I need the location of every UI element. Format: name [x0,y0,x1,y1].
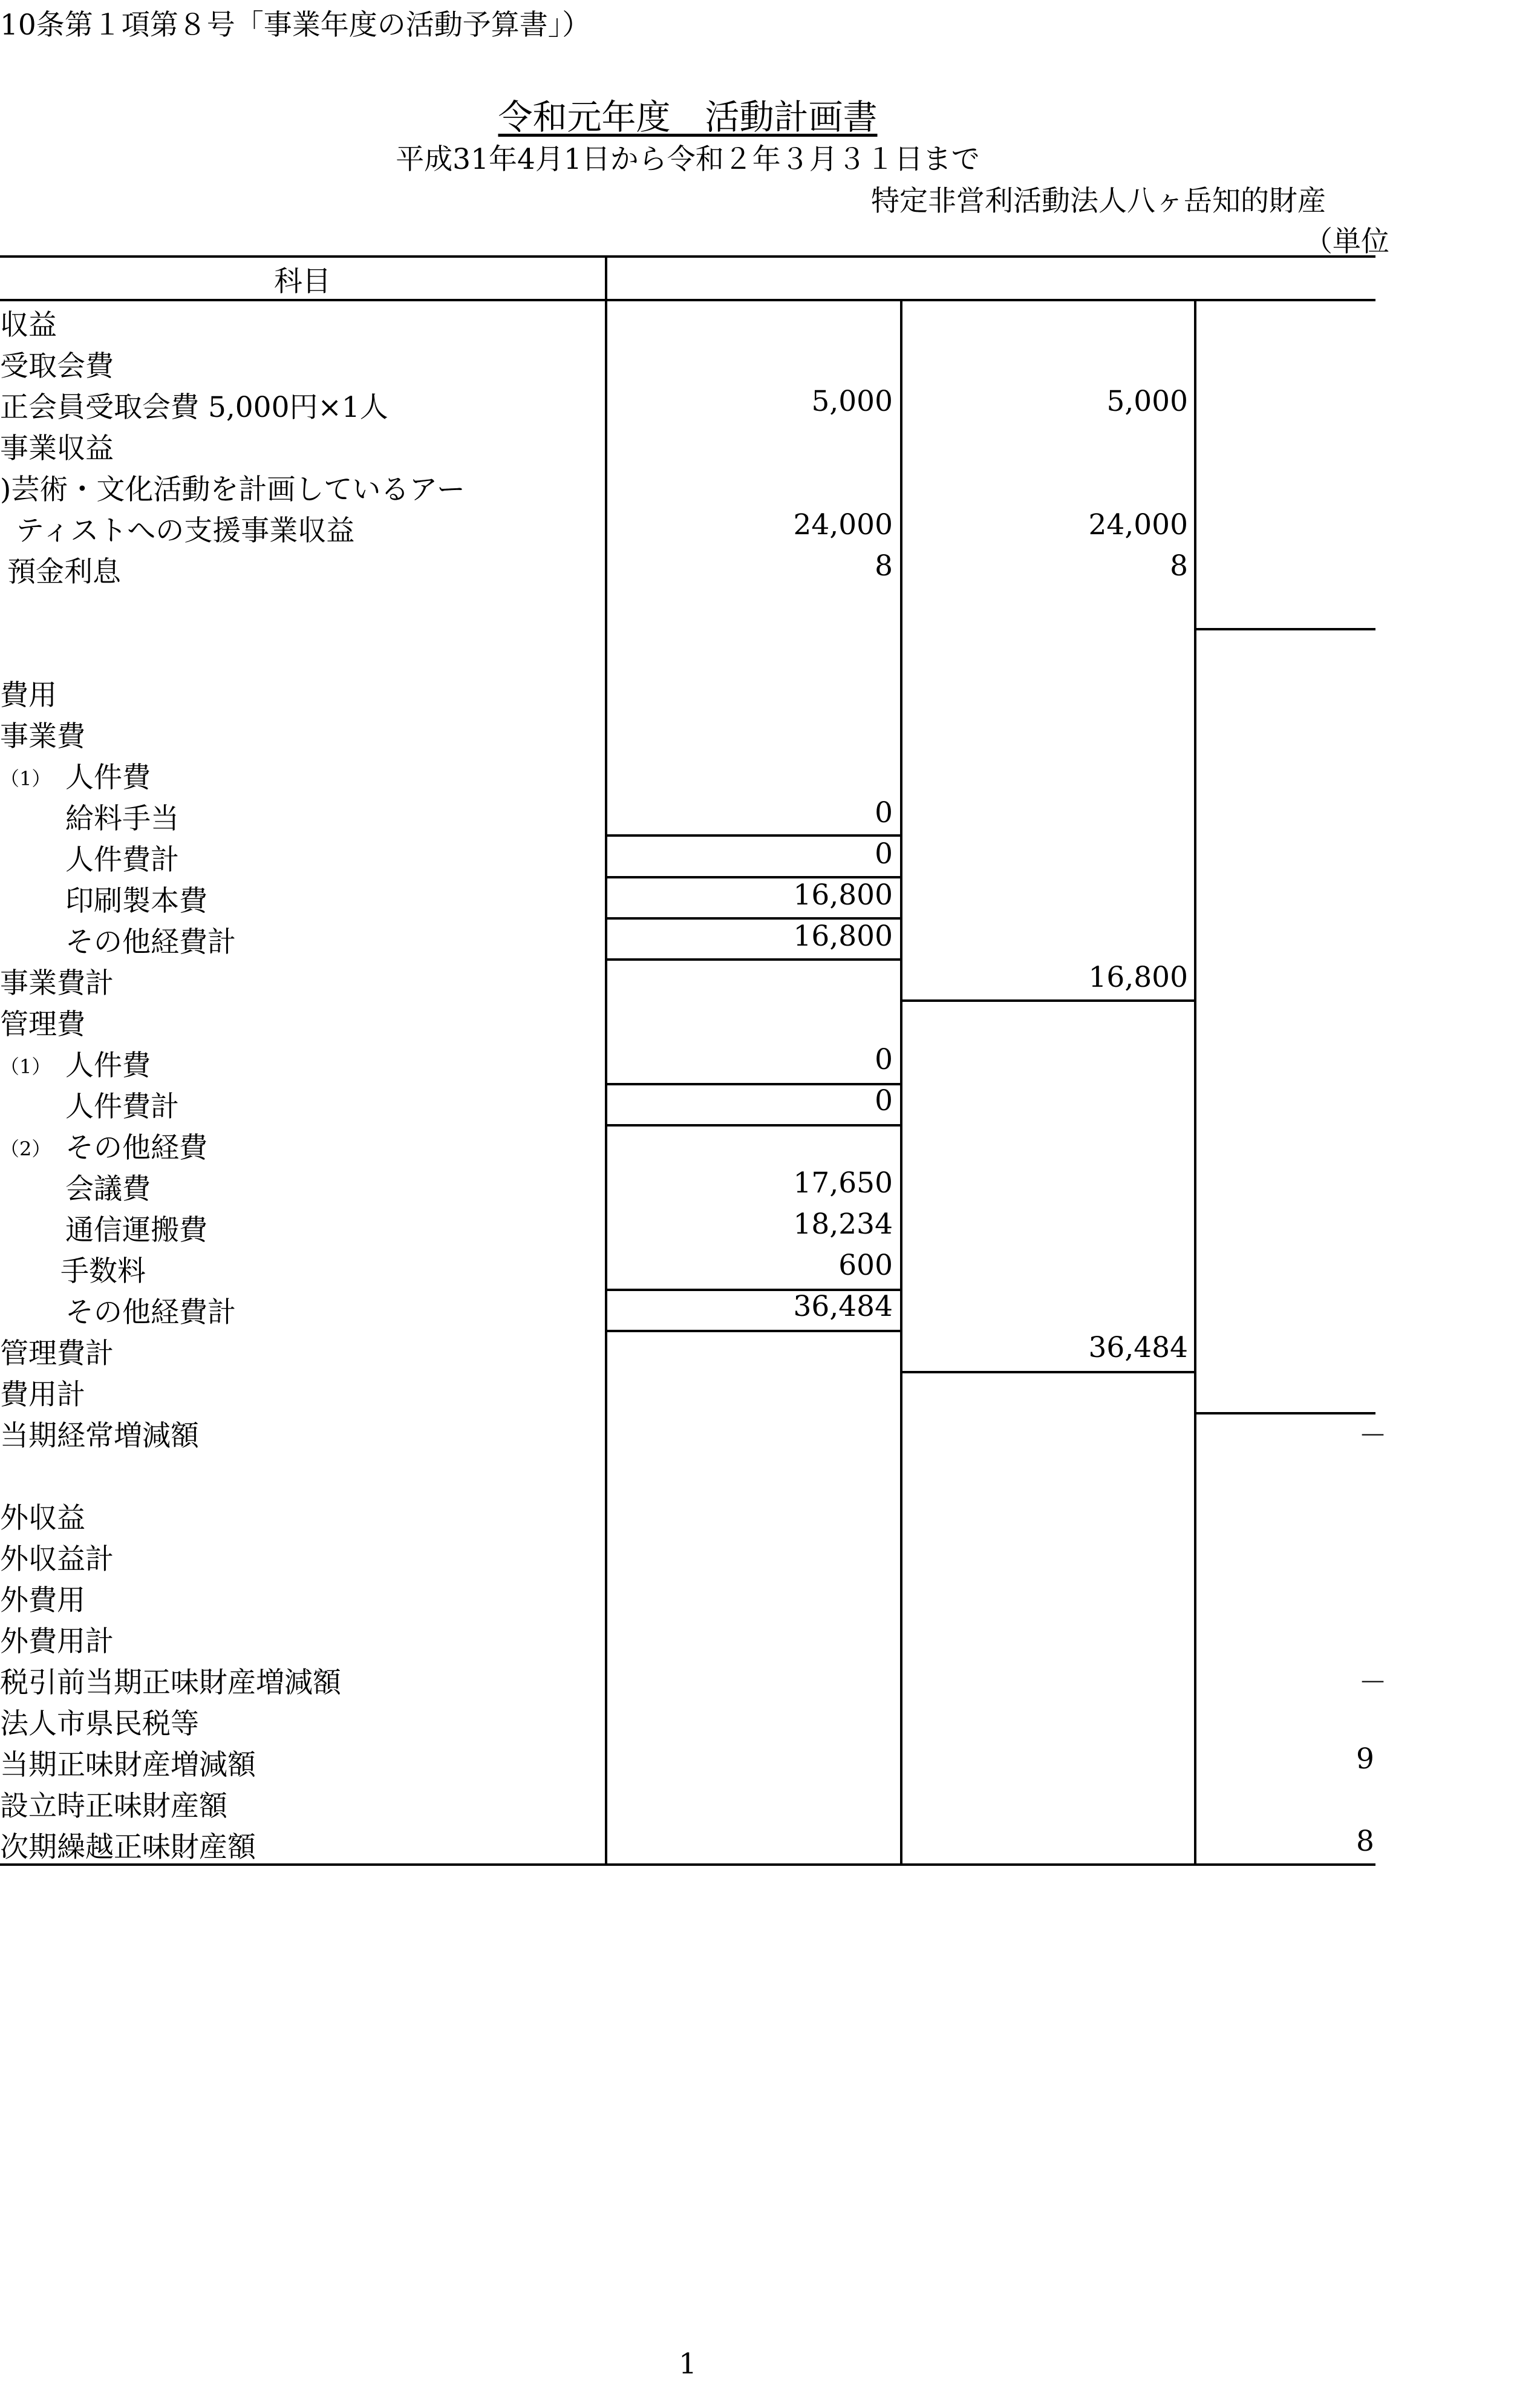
amount-col-b: 5,000 [1106,385,1188,418]
subtotal-rule [1194,628,1375,630]
amount-col-a: 0 [875,1084,893,1117]
amount-col-b: 24,000 [1088,508,1188,541]
row-label-number: （1） [0,1055,51,1078]
row-label: 事業収益 [0,432,114,465]
row-label: 管理費 [0,1008,85,1041]
unit-label: （単位 [1304,225,1389,258]
subtotal-rule [605,958,900,961]
amount-col-c: － [1359,1666,1387,1699]
row-label: 事業費 [0,720,85,753]
amount-col-c: 8 [1356,1825,1374,1858]
column-header-item: 科目 [274,265,331,298]
row-label: ティストへの支援事業収益 [16,514,355,548]
row-label: 会議費 [65,1172,151,1206]
amount-col-a: 17,650 [793,1166,893,1200]
amount-col-b: 8 [1170,549,1188,583]
subtotal-rule [605,834,900,837]
row-label: 人件費計 [65,843,179,877]
row-label: 預金利息 [7,555,121,589]
amount-col-a: 0 [875,796,893,829]
column-divider-3 [1194,299,1196,1866]
row-label: 外収益計 [0,1543,114,1576]
row-label: )芸術・文化活動を計画しているアー [0,473,465,506]
row-label: 通信運搬費 [65,1214,207,1247]
subtotal-rule [900,1371,1194,1373]
subtotal-rule [900,999,1194,1002]
row-label: 収益 [0,309,57,342]
column-divider-2 [900,299,902,1866]
amount-col-a: 24,000 [793,508,893,541]
row-label: 事業費計 [0,967,114,1000]
row-label-number: （2） [0,1137,51,1160]
row-label: 設立時正味財産額 [0,1790,227,1823]
row-label: 外収益 [0,1502,85,1535]
amount-col-b: 16,800 [1088,961,1188,994]
subtotal-rule [1194,1412,1375,1414]
amount-col-a: 16,800 [793,920,893,953]
organization-name: 特定非営利活動法人八ヶ岳知的財産 [871,185,1326,218]
amount-col-a: 5,000 [811,385,893,418]
row-label: 人件費計 [65,1090,179,1123]
row-label: 当期経常増減額 [0,1419,199,1453]
row-label: その他経費計 [65,1296,236,1329]
row-label: 外費用計 [0,1625,114,1658]
row-label: 費用 [0,679,57,712]
amount-col-a: 0 [875,1043,893,1076]
row-label: 外費用 [0,1584,85,1617]
row-label: 人件費 [65,761,151,794]
row-label: 次期繰越正味財産額 [0,1831,256,1864]
row-label: 税引前当期正味財産増減額 [0,1666,341,1699]
row-label: 印刷製本費 [65,885,207,918]
row-label: 給料手当 [65,802,179,836]
amount-col-a: 16,800 [793,878,893,912]
row-label: その他経費計 [65,926,236,959]
row-label: 受取会費 [0,350,114,383]
row-label: 正会員受取会費 5,000円×1人 [0,391,388,424]
amount-col-a: 18,234 [793,1208,893,1241]
table-top-border [0,255,1375,258]
amount-col-a: 0 [875,837,893,871]
document-title: 令和元年度 活動計画書 [498,97,878,137]
amount-col-c: 9 [1356,1742,1374,1776]
amount-col-b: 36,484 [1088,1331,1188,1364]
subtotal-rule [605,1124,900,1127]
row-label: 手数料 [60,1255,146,1288]
page-number: 1 [679,2347,697,2381]
row-label: 管理費計 [0,1337,114,1370]
subtotal-rule [605,1330,900,1332]
row-label: 人件費 [65,1049,151,1082]
header-note: 10条第１項第８号「事業年度の活動予算書」） [0,8,591,42]
row-label: その他経費 [65,1131,207,1165]
row-label: 当期正味財産増減額 [0,1748,256,1782]
amount-col-a: 8 [875,549,893,583]
document-period: 平成31年4月1日から令和２年３月３１日まで [396,143,980,176]
row-label: 費用計 [0,1378,85,1411]
row-label: 法人市県民税等 [0,1707,199,1741]
amount-col-c: － [1359,1419,1387,1453]
row-label-number: （1） [0,767,51,790]
amount-col-a: 600 [838,1249,893,1282]
amount-col-a: 36,484 [793,1290,893,1323]
